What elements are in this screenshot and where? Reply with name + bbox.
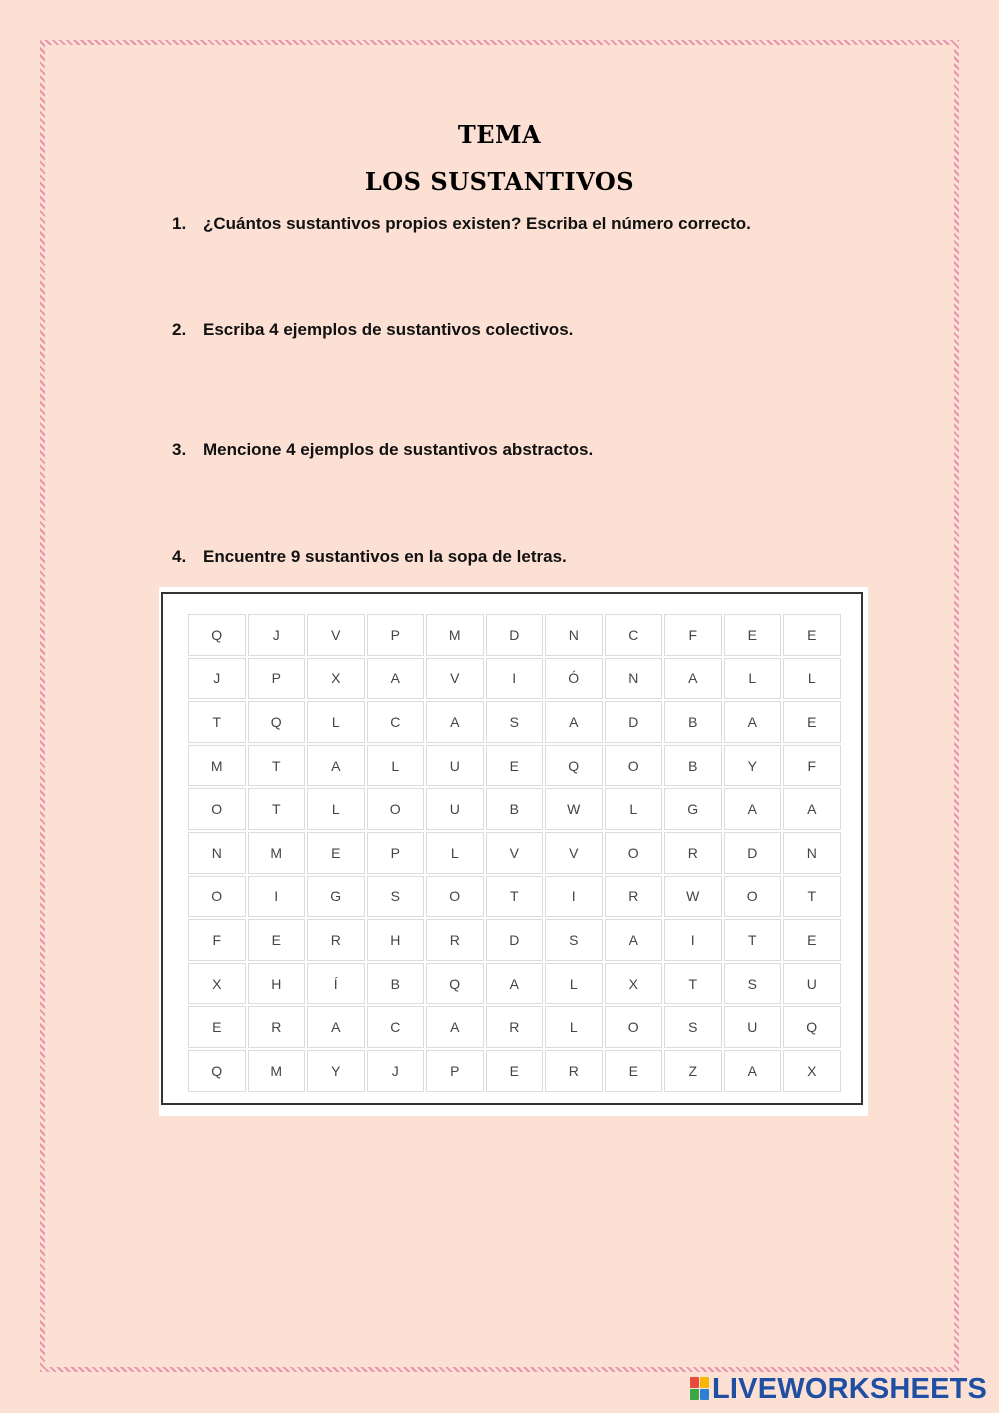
letter-cell[interactable]: C xyxy=(367,701,425,743)
letter-cell[interactable]: M xyxy=(188,745,246,787)
letter-cell[interactable]: A xyxy=(783,788,841,830)
letter-cell[interactable]: R xyxy=(248,1006,306,1048)
letter-cell[interactable]: X xyxy=(783,1050,841,1092)
letter-cell[interactable]: W xyxy=(664,876,722,918)
letter-cell[interactable]: O xyxy=(605,832,663,874)
letter-cell[interactable]: Q xyxy=(783,1006,841,1048)
letter-cell[interactable]: B xyxy=(664,701,722,743)
letter-cell[interactable]: O xyxy=(605,1006,663,1048)
letter-cell[interactable]: I xyxy=(664,919,722,961)
letter-cell[interactable]: S xyxy=(486,701,544,743)
question-text: Mencione 4 ejemplos de sustantivos abstractos. xyxy=(203,440,594,459)
letter-cell[interactable]: F xyxy=(783,745,841,787)
letter-cell[interactable]: D xyxy=(486,919,544,961)
letter-cell[interactable]: R xyxy=(605,876,663,918)
letter-cell[interactable]: F xyxy=(664,614,722,656)
liveworksheets-logo-icon xyxy=(690,1377,710,1401)
letter-cell[interactable]: L xyxy=(545,1006,603,1048)
letter-cell[interactable]: E xyxy=(486,745,544,787)
letter-cell[interactable]: A xyxy=(545,701,603,743)
letter-cell[interactable]: H xyxy=(248,963,306,1005)
letter-cell[interactable]: X xyxy=(605,963,663,1005)
letter-cell[interactable]: L xyxy=(783,658,841,700)
letter-cell[interactable]: M xyxy=(248,832,306,874)
question-number: 1. xyxy=(172,214,187,233)
letter-cell[interactable]: R xyxy=(664,832,722,874)
question-text: Escriba 4 ejemplos de sustantivos colectivos. xyxy=(203,320,574,339)
letter-cell[interactable]: A xyxy=(307,1006,365,1048)
letter-cell[interactable]: R xyxy=(545,1050,603,1092)
letter-cell[interactable]: E xyxy=(724,614,782,656)
letter-cell[interactable]: V xyxy=(426,658,484,700)
letter-cell[interactable]: E xyxy=(783,614,841,656)
question-1 xyxy=(172,214,751,234)
letter-cell[interactable]: Y xyxy=(724,745,782,787)
question-text: ¿Cuántos sustantivos propios existen? Escriba el número correcto. xyxy=(203,214,751,233)
letter-cell[interactable]: E xyxy=(605,1050,663,1092)
letter-cell[interactable]: V xyxy=(486,832,544,874)
letter-cell[interactable]: L xyxy=(545,963,603,1005)
letter-cell[interactable]: T xyxy=(248,788,306,830)
letter-cell[interactable]: J xyxy=(367,1050,425,1092)
question-number: 2. xyxy=(172,320,187,339)
letter-cell[interactable]: P xyxy=(426,1050,484,1092)
letter-cell[interactable]: N xyxy=(783,832,841,874)
letter-cell[interactable]: A xyxy=(724,1050,782,1092)
letter-cell[interactable]: R xyxy=(307,919,365,961)
letter-cell[interactable]: A xyxy=(367,658,425,700)
letter-cell[interactable]: Í xyxy=(307,963,365,1005)
letter-cell[interactable]: A xyxy=(426,1006,484,1048)
word-search-frame xyxy=(161,592,863,1105)
letter-cell[interactable]: A xyxy=(724,701,782,743)
letter-cell[interactable]: P xyxy=(248,658,306,700)
question-3 xyxy=(172,440,593,460)
letter-cell[interactable]: J xyxy=(248,614,306,656)
letter-cell[interactable]: Q xyxy=(188,1050,246,1092)
letter-cell[interactable]: W xyxy=(545,788,603,830)
letter-cell[interactable]: X xyxy=(307,658,365,700)
letter-cell[interactable]: O xyxy=(367,788,425,830)
letter-cell[interactable]: R xyxy=(486,1006,544,1048)
word-search-image xyxy=(159,587,868,1116)
letter-cell[interactable]: G xyxy=(307,876,365,918)
letter-cell[interactable]: M xyxy=(426,614,484,656)
letter-cell[interactable]: E xyxy=(783,701,841,743)
letter-cell[interactable]: O xyxy=(724,876,782,918)
question-number: 4. xyxy=(172,547,187,566)
letter-cell[interactable]: E xyxy=(783,919,841,961)
letter-cell[interactable]: H xyxy=(367,919,425,961)
letter-cell[interactable]: B xyxy=(664,745,722,787)
question-text: Encuentre 9 sustantivos en la sopa de letras. xyxy=(203,547,567,566)
letter-cell[interactable]: C xyxy=(605,614,663,656)
letter-cell[interactable]: Z xyxy=(664,1050,722,1092)
letter-cell[interactable]: L xyxy=(724,658,782,700)
letter-cell[interactable]: L xyxy=(605,788,663,830)
letter-cell[interactable]: S xyxy=(664,1006,722,1048)
letter-cell[interactable]: E xyxy=(188,1006,246,1048)
letter-cell[interactable]: Y xyxy=(307,1050,365,1092)
letter-cell[interactable]: E xyxy=(307,832,365,874)
letter-cell[interactable]: T xyxy=(188,701,246,743)
letter-cell[interactable]: Q xyxy=(545,745,603,787)
page-subtitle: LOS SUSTANTIVOS xyxy=(364,167,635,196)
page-title: TEMA xyxy=(457,120,542,149)
word-search-grid xyxy=(187,613,842,1093)
question-2 xyxy=(172,320,573,340)
letter-cell[interactable]: U xyxy=(724,1006,782,1048)
letter-cell[interactable]: Q xyxy=(188,614,246,656)
letter-cell[interactable]: A xyxy=(724,788,782,830)
question-number: 3. xyxy=(172,440,187,459)
letter-cell[interactable]: B xyxy=(367,963,425,1005)
letter-cell[interactable]: T xyxy=(783,876,841,918)
letter-cell[interactable]: O xyxy=(188,788,246,830)
letter-cell[interactable]: S xyxy=(367,876,425,918)
letter-cell[interactable]: U xyxy=(783,963,841,1005)
letter-cell[interactable]: S xyxy=(724,963,782,1005)
letter-cell[interactable]: A xyxy=(307,745,365,787)
letter-cell[interactable]: E xyxy=(248,919,306,961)
letter-cell[interactable]: R xyxy=(426,919,484,961)
letter-cell[interactable]: A xyxy=(664,658,722,700)
letter-cell[interactable]: M xyxy=(248,1050,306,1092)
letter-cell[interactable]: P xyxy=(367,832,425,874)
letter-cell[interactable]: Q xyxy=(248,701,306,743)
letter-cell[interactable]: U xyxy=(426,745,484,787)
letter-cell[interactable]: T xyxy=(248,745,306,787)
letter-cell[interactable]: U xyxy=(426,788,484,830)
letter-cell[interactable]: Q xyxy=(426,963,484,1005)
liveworksheets-logo xyxy=(690,1374,987,1404)
letter-cell[interactable]: L xyxy=(307,701,365,743)
letter-cell[interactable]: E xyxy=(486,1050,544,1092)
letter-cell[interactable]: G xyxy=(664,788,722,830)
letter-cell[interactable]: N xyxy=(188,832,246,874)
letter-cell[interactable]: T xyxy=(486,876,544,918)
letter-cell[interactable]: V xyxy=(545,832,603,874)
letter-cell[interactable]: D xyxy=(605,701,663,743)
letter-cell[interactable]: I xyxy=(545,876,603,918)
letter-cell[interactable]: L xyxy=(367,745,425,787)
letter-cell[interactable]: T xyxy=(724,919,782,961)
letter-cell[interactable]: T xyxy=(664,963,722,1005)
letter-cell[interactable]: A xyxy=(486,963,544,1005)
letter-cell[interactable]: S xyxy=(545,919,603,961)
letter-cell[interactable]: D xyxy=(486,614,544,656)
letter-cell[interactable]: P xyxy=(367,614,425,656)
letter-cell[interactable]: L xyxy=(426,832,484,874)
letter-cell[interactable]: A xyxy=(605,919,663,961)
logo-text: LIVEWORKSHEETS xyxy=(712,1372,988,1405)
letter-cell[interactable]: I xyxy=(248,876,306,918)
letter-cell[interactable]: C xyxy=(367,1006,425,1048)
letter-cell[interactable]: O xyxy=(605,745,663,787)
letter-cell[interactable]: Ó xyxy=(545,658,603,700)
letter-cell[interactable]: X xyxy=(188,963,246,1005)
letter-cell[interactable]: L xyxy=(307,788,365,830)
letter-cell[interactable]: V xyxy=(307,614,365,656)
letter-cell[interactable]: B xyxy=(486,788,544,830)
letter-cell[interactable]: N xyxy=(605,658,663,700)
letter-cell[interactable]: D xyxy=(724,832,782,874)
letter-cell[interactable]: J xyxy=(188,658,246,700)
letter-cell[interactable]: A xyxy=(426,701,484,743)
letter-cell[interactable]: F xyxy=(188,919,246,961)
question-4 xyxy=(172,547,567,567)
letter-cell[interactable]: O xyxy=(426,876,484,918)
letter-cell[interactable]: I xyxy=(486,658,544,700)
letter-cell[interactable]: O xyxy=(188,876,246,918)
letter-cell[interactable]: N xyxy=(545,614,603,656)
